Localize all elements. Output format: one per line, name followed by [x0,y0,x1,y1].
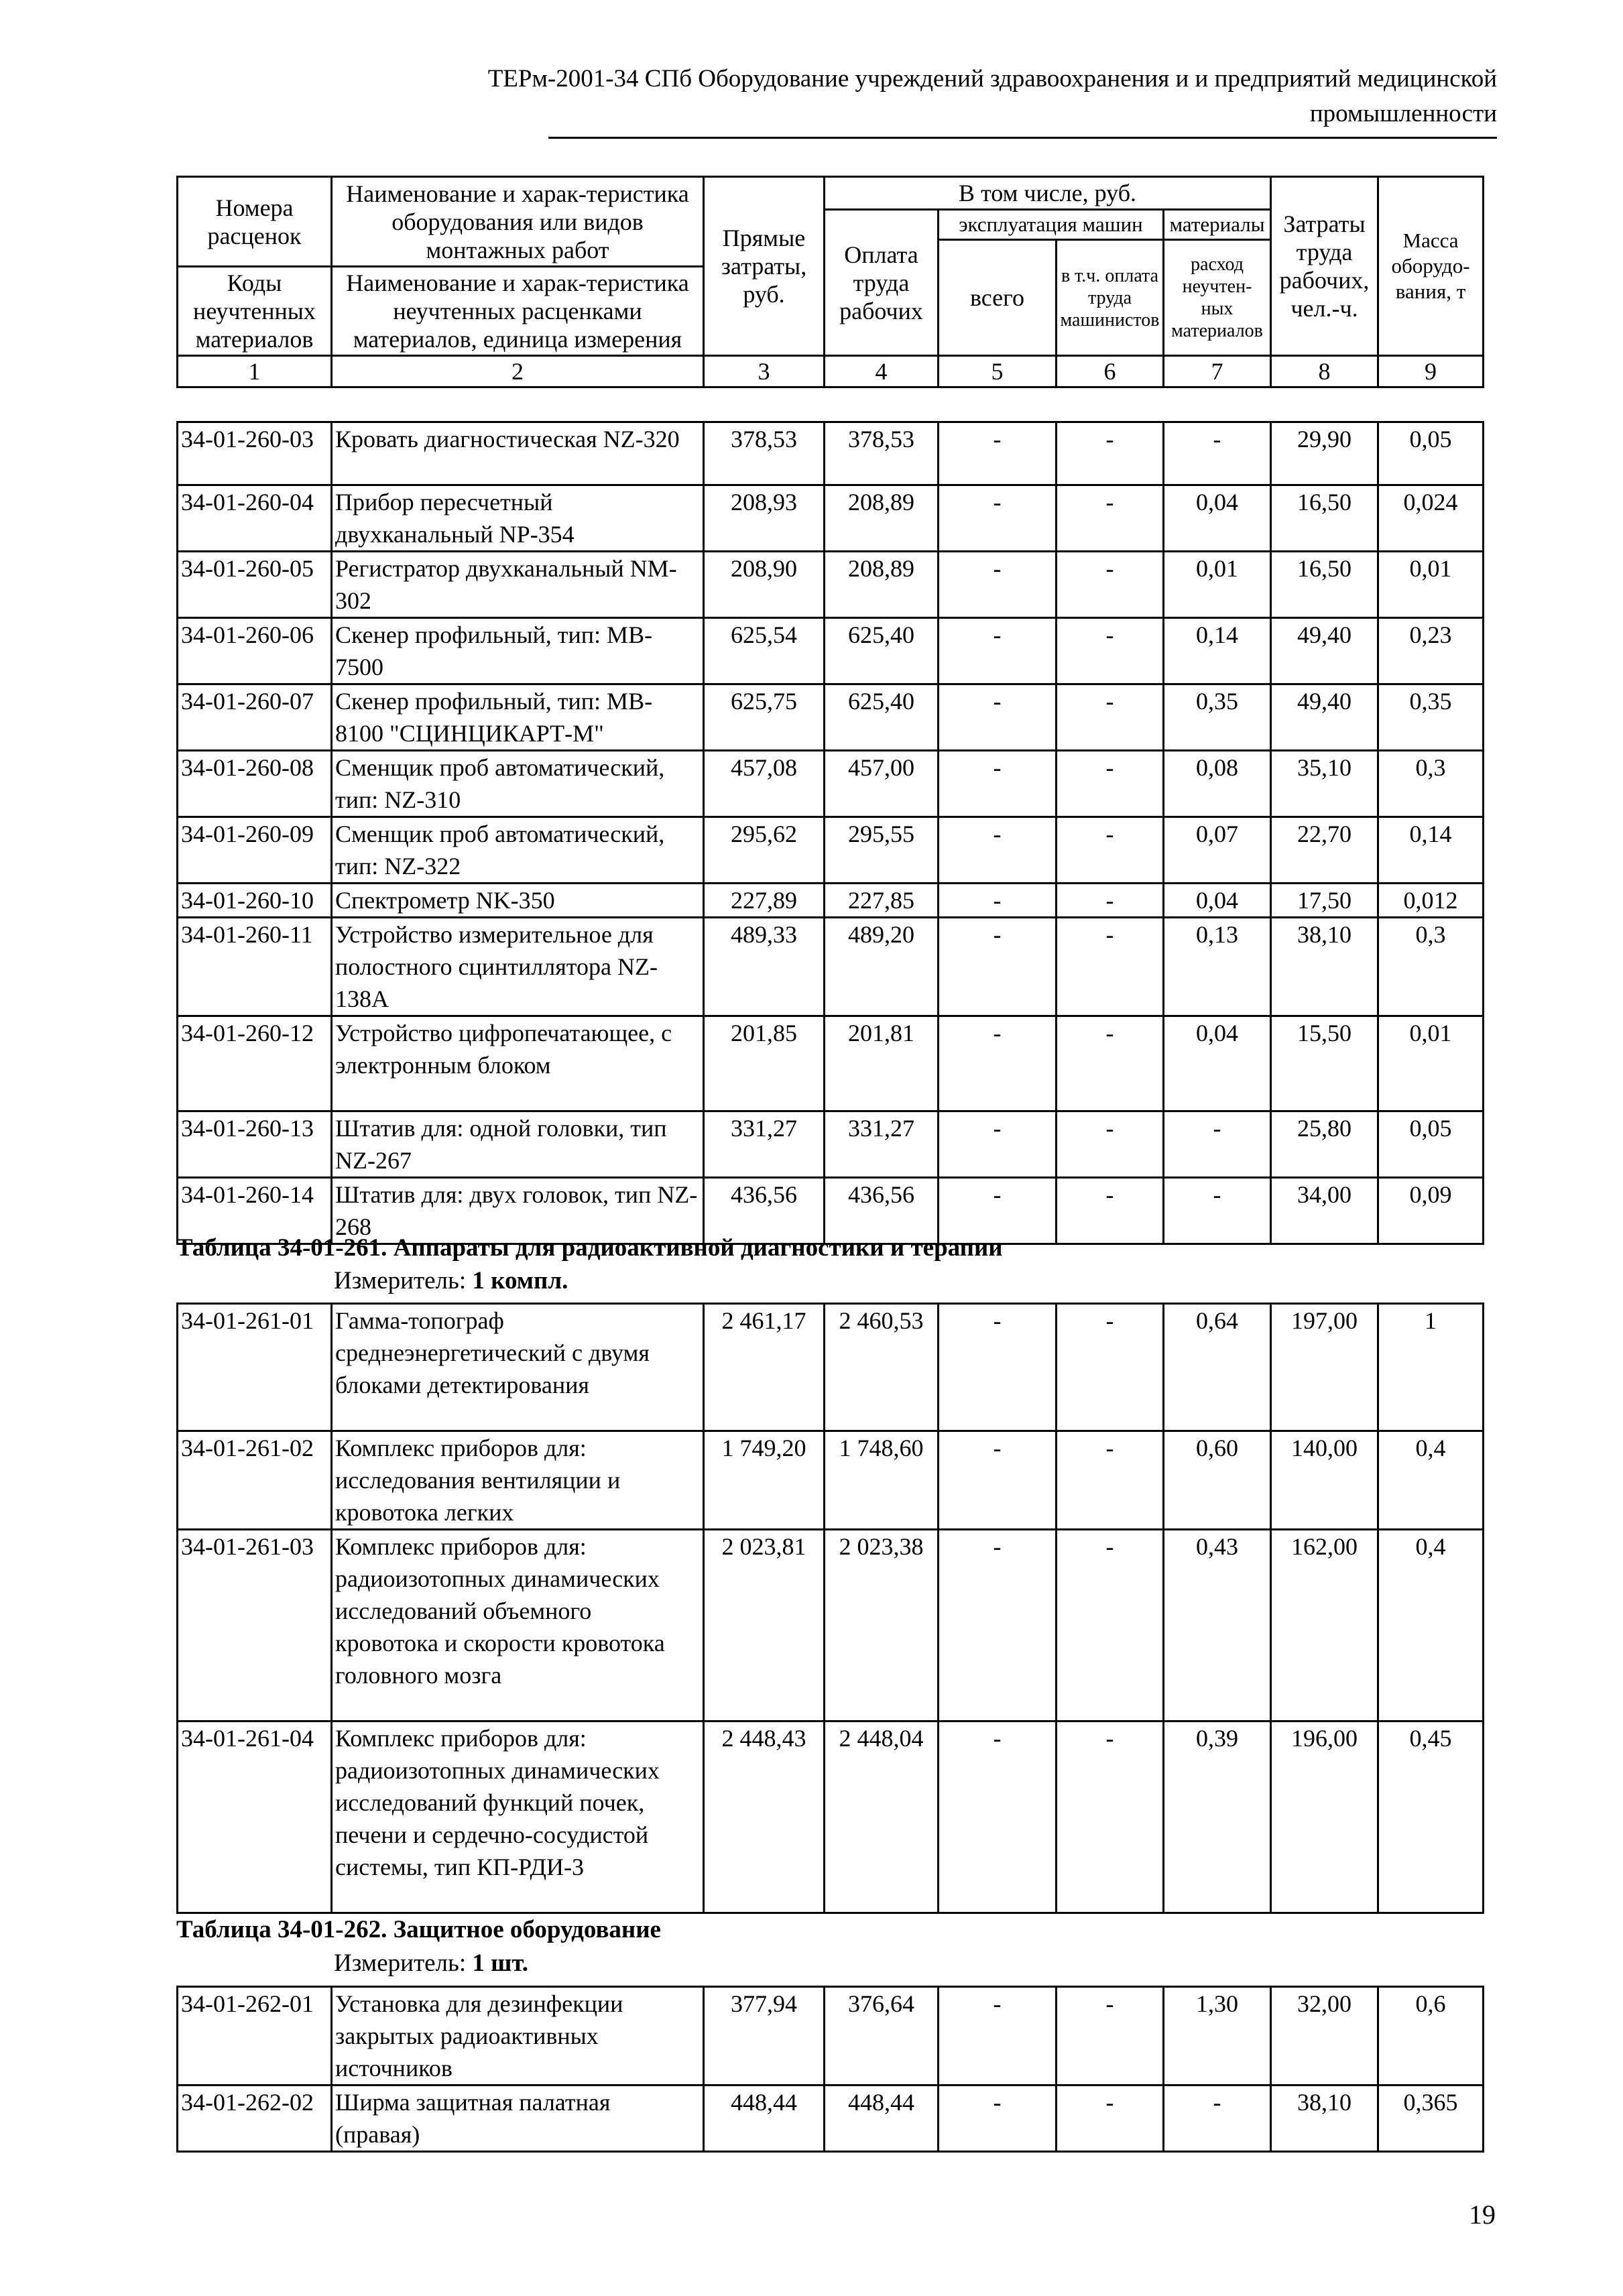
equipment-mass-cell: 0,23 [1378,618,1484,684]
materials-amount-cell: 0,14 [1164,618,1271,684]
equipment-mass-cell: 0,3 [1378,918,1484,1016]
machinist-pay-cell: - [1057,918,1164,1016]
machine-costs-cell: - [939,884,1057,918]
labor-pay-cell: 208,89 [825,552,939,618]
machine-costs-cell: - [939,1721,1057,1913]
equipment-mass-cell: 0,4 [1378,1530,1484,1721]
col6-header: в т.ч. оплата труда машинистов [1057,240,1164,356]
rate-code-cell: 34-01-261-04 [178,1721,332,1913]
work-name-cell: Регистратор двухканальный NM-302 [332,552,704,618]
materials-amount-cell: - [1164,1111,1271,1178]
work-name-cell: Скенер профильный, тип: MB-8100 "СЦИНЦИКАРТ-М" [332,684,704,751]
col1-top-header: Номера расценок [178,177,332,267]
direct-costs-cell: 295,62 [704,817,825,884]
machinist-pay-cell: - [1057,1178,1164,1244]
materials-amount-cell: 0,64 [1164,1304,1271,1431]
col3-header: Прямые затраты, руб. [704,177,825,356]
direct-costs-cell: 208,90 [704,552,825,618]
column-number: 6 [1057,356,1164,387]
machinist-pay-cell: - [1057,884,1164,918]
machine-costs-cell: - [939,751,1057,817]
rate-code-cell: 34-01-260-09 [178,817,332,884]
machinist-pay-cell: - [1057,1304,1164,1431]
equipment-mass-cell: 0,3 [1378,751,1484,817]
column-number: 5 [939,356,1057,387]
col9-header: Масса оборудо-вания, т [1378,177,1484,356]
col5-header: всего [939,240,1057,356]
machinist-pay-cell: - [1057,684,1164,751]
rates-table-262-body [178,1987,1484,2152]
labor-hours-cell: 38,10 [1271,918,1378,1016]
table-row [178,422,1484,485]
machinist-pay-cell: - [1057,1111,1164,1178]
rates-table-260 [176,421,1484,1245]
rate-code-cell: 34-01-262-01 [178,1987,332,2086]
machine-costs-cell: - [939,485,1057,552]
materials-amount-cell: 0,01 [1164,552,1271,618]
machine-costs-cell: - [939,422,1057,485]
labor-pay-cell: 331,27 [825,1111,939,1178]
col1-bottom-header: Коды неучтенных материалов [178,267,332,356]
labor-hours-cell: 22,70 [1271,817,1378,884]
materials-amount-cell: 1,30 [1164,1987,1271,2086]
col4-header: Оплата труда рабочих [825,210,939,356]
labor-pay-cell: 2 023,38 [825,1530,939,1721]
machinist-pay-cell: - [1057,817,1164,884]
labor-pay-cell: 208,89 [825,485,939,552]
work-name-cell: Установка для дезинфекции закрытых радиоактивных источников [332,1987,704,2086]
rate-code-cell: 34-01-260-05 [178,552,332,618]
machine-costs-cell: - [939,1431,1057,1530]
column-number: 7 [1164,356,1271,387]
materials-amount-cell: 0,07 [1164,817,1271,884]
section-title-262: Таблица 34-01-262. Защитное оборудование [176,1916,661,1943]
labor-hours-cell: 162,00 [1271,1530,1378,1721]
document-header-title: ТЕРм-2001-34 СПб Оборудование учреждений здравоохранения и и предприятий медицинской промышленности [487,65,1497,127]
machine-costs-cell: - [939,1530,1057,1721]
table-row [178,1304,1484,1431]
machine-costs-cell: - [939,552,1057,618]
materials-amount-cell: 0,39 [1164,1721,1271,1913]
labor-pay-cell: 295,55 [825,817,939,884]
labor-hours-cell: 15,50 [1271,1016,1378,1111]
direct-costs-cell: 201,85 [704,1016,825,1111]
work-name-cell: Штатив для: двух головок, тип NZ-268 [332,1178,704,1244]
machine-costs-cell: - [939,1111,1057,1178]
equipment-mass-cell: 0,012 [1378,884,1484,918]
labor-hours-cell: 196,00 [1271,1721,1378,1913]
rate-code-cell: 34-01-260-07 [178,684,332,751]
work-name-cell: Комплекс приборов для: исследования вентиляции и кровотока легких [332,1431,704,1530]
machine-costs-cell: - [939,618,1057,684]
table-row [178,1016,1484,1111]
machinist-pay-cell: - [1057,1016,1164,1111]
labor-hours-cell: 16,50 [1271,485,1378,552]
work-name-cell: Ширма защитная палатная (правая) [332,2086,704,2152]
equipment-mass-cell: 0,05 [1378,1111,1484,1178]
direct-costs-cell: 625,75 [704,684,825,751]
labor-pay-cell: 436,56 [825,1178,939,1244]
rate-code-cell: 34-01-260-10 [178,884,332,918]
materials-amount-cell: 0,13 [1164,918,1271,1016]
labor-hours-cell: 32,00 [1271,1987,1378,2086]
machinist-pay-cell: - [1057,618,1164,684]
materials-amount-cell: 0,35 [1164,684,1271,751]
equipment-mass-cell: 0,6 [1378,1987,1484,2086]
work-name-cell: Сменщик проб автоматический, тип: NZ-310 [332,751,704,817]
direct-costs-cell: 489,33 [704,918,825,1016]
table-row [178,884,1484,918]
machinist-pay-cell: - [1057,422,1164,485]
rate-code-cell: 34-01-260-14 [178,1178,332,1244]
table-row [178,618,1484,684]
equipment-mass-cell: 0,05 [1378,422,1484,485]
measure-value: 1 шт. [472,1949,529,1977]
rate-code-cell: 34-01-260-04 [178,485,332,552]
materials-amount-cell: 0,60 [1164,1431,1271,1530]
table-row [178,1721,1484,1913]
equipment-mass-cell: 1 [1378,1304,1484,1431]
work-name-cell: Скенер профильный, тип: MB-7500 [332,618,704,684]
table-row [178,918,1484,1016]
machinist-pay-cell: - [1057,2086,1164,2152]
rates-table-260-body [178,422,1484,1244]
table-row [178,485,1484,552]
machinist-pay-cell: - [1057,1987,1164,2086]
labor-hours-cell: 38,10 [1271,2086,1378,2152]
direct-costs-cell: 377,94 [704,1987,825,2086]
direct-costs-cell: 2 023,81 [704,1530,825,1721]
measure-unit-261 [334,1265,568,1297]
work-name-cell: Штатив для: одной головки, тип NZ-267 [332,1111,704,1178]
table-row [178,1530,1484,1721]
labor-hours-cell: 35,10 [1271,751,1378,817]
header-divider [548,137,1497,139]
machine-costs-cell: - [939,918,1057,1016]
equipment-mass-cell: 0,45 [1378,1721,1484,1913]
column-number: 3 [704,356,825,387]
labor-pay-cell: 2 460,53 [825,1304,939,1431]
machines-header: эксплуатация машин [939,210,1164,240]
machine-costs-cell: - [939,2086,1057,2152]
labor-hours-cell: 16,50 [1271,552,1378,618]
machine-costs-cell: - [939,1016,1057,1111]
work-name-cell: Кровать диагностическая NZ-320 [332,422,704,485]
table-row [178,1987,1484,2086]
rate-code-cell: 34-01-260-08 [178,751,332,817]
labor-hours-cell: 197,00 [1271,1304,1378,1431]
work-name-cell: Комплекс приборов для: радиоизотопных динамических исследований объемного кровотока и скорости кровотока головного мозга [332,1530,704,1721]
equipment-mass-cell: 0,4 [1378,1431,1484,1530]
column-number: 2 [332,356,704,387]
labor-pay-cell: 227,85 [825,884,939,918]
labor-pay-cell: 457,00 [825,751,939,817]
direct-costs-cell: 2 448,43 [704,1721,825,1913]
materials-amount-cell: - [1164,1178,1271,1244]
measure-value: 1 компл. [472,1267,568,1294]
work-name-cell: Спектрометр NK-350 [332,884,704,918]
column-number: 1 [178,356,332,387]
direct-costs-cell: 457,08 [704,751,825,817]
work-name-cell: Устройство измерительное для полостного сцинтиллятора NZ-138A [332,918,704,1016]
labor-hours-cell: 34,00 [1271,1178,1378,1244]
labor-pay-cell: 376,64 [825,1987,939,2086]
labor-hours-cell: 17,50 [1271,884,1378,918]
labor-pay-cell: 201,81 [825,1016,939,1111]
direct-costs-cell: 1 749,20 [704,1431,825,1530]
labor-pay-cell: 378,53 [825,422,939,485]
direct-costs-cell: 625,54 [704,618,825,684]
equipment-mass-cell: 0,024 [1378,485,1484,552]
table-row [178,1111,1484,1178]
labor-hours-cell: 25,80 [1271,1111,1378,1178]
rate-code-cell: 34-01-261-01 [178,1304,332,1431]
direct-costs-cell: 436,56 [704,1178,825,1244]
page-number: 19 [1469,2199,1496,2230]
equipment-mass-cell: 0,01 [1378,552,1484,618]
column-number: 8 [1271,356,1378,387]
machinist-pay-cell: - [1057,485,1164,552]
materials-amount-cell: - [1164,422,1271,485]
measure-label: Измеритель: [334,1949,467,1977]
col7-header: расход неучтен-ных материалов [1164,240,1271,356]
table-row [178,552,1484,618]
work-name-cell: Комплекс приборов для: радиоизотопных динамических исследований функций почек, печени и сердечно-сосудистой системы, тип КП-РДИ-3 [332,1721,704,1913]
work-name-cell: Гамма-топограф среднеэнергетический с двумя блоками детектирования [332,1304,704,1431]
section-title-261: Таблица 34-01-261. Аппараты для радиоактивной диагностики и терапии [176,1234,1003,1262]
equipment-mass-cell: 0,35 [1378,684,1484,751]
machinist-pay-cell: - [1057,1721,1164,1913]
labor-hours-cell: 29,90 [1271,422,1378,485]
labor-hours-cell: 49,40 [1271,618,1378,684]
labor-hours-cell: 49,40 [1271,684,1378,751]
machinist-pay-cell: - [1057,1431,1164,1530]
direct-costs-cell: 448,44 [704,2086,825,2152]
materials-amount-cell: 0,04 [1164,1016,1271,1111]
rate-code-cell: 34-01-260-03 [178,422,332,485]
equipment-mass-cell: 0,14 [1378,817,1484,884]
rate-code-cell: 34-01-261-02 [178,1431,332,1530]
machine-costs-cell: - [939,1178,1057,1244]
labor-pay-cell: 489,20 [825,918,939,1016]
machine-costs-cell: - [939,1304,1057,1431]
machinist-pay-cell: - [1057,751,1164,817]
column-number: 4 [825,356,939,387]
labor-pay-cell: 625,40 [825,684,939,751]
materials-amount-cell: 0,08 [1164,751,1271,817]
labor-hours-cell: 140,00 [1271,1431,1378,1530]
col2-top-header: Наименование и харак-теристика оборудования или видов монтажных работ [332,177,704,267]
direct-costs-cell: 227,89 [704,884,825,918]
table-row [178,751,1484,817]
machine-costs-cell: - [939,684,1057,751]
machine-costs-cell: - [939,1987,1057,2086]
equipment-mass-cell: 0,01 [1378,1016,1484,1111]
materials-amount-cell: 0,43 [1164,1530,1271,1721]
direct-costs-cell: 378,53 [704,422,825,485]
table-row [178,1431,1484,1530]
work-name-cell: Сменщик проб автоматический, тип: NZ-322 [332,817,704,884]
table-row [178,684,1484,751]
measure-label: Измеритель: [334,1267,467,1294]
labor-pay-cell: 2 448,04 [825,1721,939,1913]
direct-costs-cell: 2 461,17 [704,1304,825,1431]
direct-costs-cell: 331,27 [704,1111,825,1178]
materials-amount-cell: - [1164,2086,1271,2152]
rate-code-cell: 34-01-261-03 [178,1530,332,1721]
rates-table-261-body [178,1304,1484,1913]
materials-header: материалы [1164,210,1271,240]
equipment-mass-cell: 0,09 [1378,1178,1484,1244]
work-name-cell: Прибор пересчетный двухканальный NP-354 [332,485,704,552]
column-number: 9 [1378,356,1484,387]
in-that-number-header: В том числе, руб. [825,177,1271,210]
direct-costs-cell: 208,93 [704,485,825,552]
measure-unit-262 [334,1947,528,1980]
materials-amount-cell: 0,04 [1164,485,1271,552]
table-row [178,817,1484,884]
machine-costs-cell: - [939,817,1057,884]
labor-pay-cell: 448,44 [825,2086,939,2152]
rates-table-262 [176,1986,1484,2153]
table-row [178,2086,1484,2152]
rate-code-cell: 34-01-262-02 [178,2086,332,2152]
col2-bottom-header: Наименование и харак-теристика неучтенных расценками материалов, единица измерения [332,267,704,356]
rates-table-261 [176,1303,1484,1914]
machinist-pay-cell: - [1057,552,1164,618]
labor-pay-cell: 625,40 [825,618,939,684]
machinist-pay-cell: - [1057,1530,1164,1721]
labor-pay-cell: 1 748,60 [825,1431,939,1530]
col8-header: Затраты труда рабочих, чел.-ч. [1271,177,1378,356]
work-name-cell: Устройство цифропечатающее, с электронным блоком [332,1016,704,1111]
rate-code-cell: 34-01-260-13 [178,1111,332,1178]
rate-code-cell: 34-01-260-11 [178,918,332,1016]
column-header-table [176,176,1484,388]
equipment-mass-cell: 0,365 [1378,2086,1484,2152]
materials-amount-cell: 0,04 [1164,884,1271,918]
rate-code-cell: 34-01-260-06 [178,618,332,684]
rate-code-cell: 34-01-260-12 [178,1016,332,1111]
